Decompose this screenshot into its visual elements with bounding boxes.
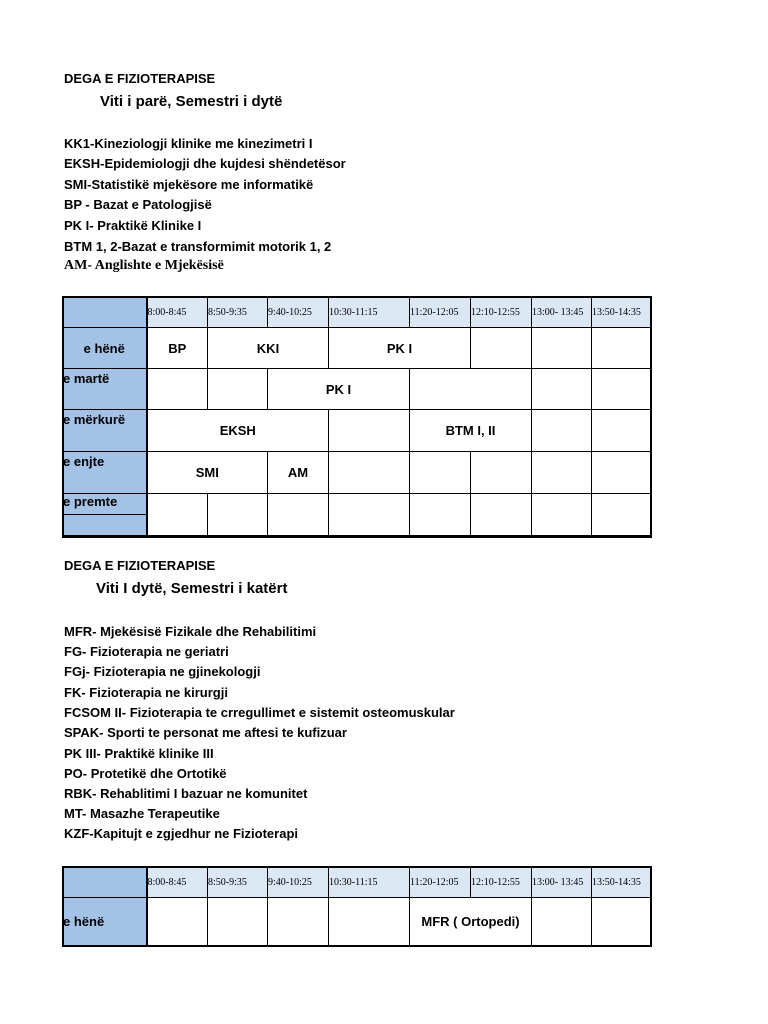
legend-item: FG- Fizioterapia ne geriatri <box>64 644 229 659</box>
department-title: DEGA E FIZIOTERAPISE <box>64 71 216 86</box>
header-corner <box>63 867 147 898</box>
schedule-table-year2 <box>62 866 652 946</box>
empty-cell <box>592 410 652 452</box>
legend-item: FCSOM II- Fizioterapia te crregullimet e sistemit osteomuskular <box>64 705 455 720</box>
legend-item: MT- Masazhe Terapeutike <box>64 806 220 821</box>
time-slot-header: 11:20-12:05 <box>410 867 471 898</box>
legend-item: MFR- Mjekësisë Fizikale dhe Rehabilitimi <box>64 624 317 639</box>
legend-item: KZF-Kapitujt e zgjedhur ne Fizioterapi <box>64 826 298 841</box>
schedule-table-year1 <box>62 296 652 536</box>
class-cell: AM <box>268 452 329 494</box>
legend-item: BTM 1, 2-Bazat e transformimit motorik 1, 2 <box>64 239 332 254</box>
legend-item: FGj- Fizioterapia ne gjinekologji <box>64 664 261 679</box>
empty-cell <box>532 494 592 536</box>
time-slot-header: 13:50-14:35 <box>592 867 652 898</box>
time-slot-header: 13:50-14:35 <box>592 297 652 328</box>
empty-cell <box>532 452 592 494</box>
day-label-friday: e premte <box>63 494 147 515</box>
empty-cell <box>410 494 471 536</box>
time-slot-header: 12:10-12:55 <box>471 297 532 328</box>
day-label-tuesday: e martë <box>63 369 147 410</box>
empty-cell <box>532 410 592 452</box>
empty-cell <box>208 494 268 536</box>
empty-cell <box>592 328 652 369</box>
time-slot-header: 13:00- 13:45 <box>532 297 592 328</box>
year-semester-subtitle: Viti i parë, Semestri i dytë <box>100 93 283 110</box>
empty-cell <box>410 369 532 410</box>
legend-item: BP - Bazat e Patologjisë <box>64 197 212 212</box>
empty-cell <box>410 452 471 494</box>
day-label-monday: e hënë <box>63 898 147 946</box>
year-semester-subtitle: Viti I dytë, Semestri i katërt <box>96 580 288 597</box>
class-cell: MFR ( Ortopedi) <box>410 898 532 946</box>
time-slot-header: 8:50-9:35 <box>208 867 268 898</box>
legend-item: PK I- Praktikë Klinike I <box>64 218 202 233</box>
empty-cell <box>532 898 592 946</box>
time-slot-header: 12:10-12:55 <box>471 867 532 898</box>
empty-cell <box>471 494 532 536</box>
day-label-monday: e hënë <box>63 328 147 369</box>
empty-cell <box>592 898 652 946</box>
time-slot-header: 9:40-10:25 <box>268 297 329 328</box>
day-label-blank <box>63 515 147 536</box>
empty-cell <box>471 328 532 369</box>
class-cell: BP <box>147 328 208 369</box>
empty-cell <box>592 369 652 410</box>
empty-cell <box>532 369 592 410</box>
time-slot-header: 13:00- 13:45 <box>532 867 592 898</box>
empty-cell <box>268 898 329 946</box>
class-cell: PK I <box>329 328 471 369</box>
empty-cell <box>208 898 268 946</box>
class-cell: SMI <box>147 452 268 494</box>
time-slot-header: 8:00-8:45 <box>147 297 208 328</box>
time-slot-header: 11:20-12:05 <box>410 297 471 328</box>
legend-item: KK1-Kineziologji klinike me kinezimetri I <box>64 136 313 151</box>
legend-item: AM- Anglishte e Mjekësisë <box>64 258 224 273</box>
empty-cell <box>592 494 652 536</box>
empty-cell <box>471 452 532 494</box>
empty-cell <box>147 898 208 946</box>
time-slot-header: 10:30-11:15 <box>329 297 410 328</box>
day-label-thursday: e enjte <box>63 452 147 494</box>
empty-cell <box>329 898 410 946</box>
legend-item: EKSH-Epidemiologji dhe kujdesi shëndetësor <box>64 156 346 171</box>
class-cell: BTM I, II <box>410 410 532 452</box>
legend-item: PO- Protetikë dhe Ortotikë <box>64 766 227 781</box>
time-slot-header: 8:00-8:45 <box>147 867 208 898</box>
legend-item: SMI-Statistikë mjekësore me informatikë <box>64 177 314 192</box>
day-label-wednesday: e mërkurë <box>63 410 147 452</box>
empty-cell <box>268 494 329 536</box>
class-cell: PK I <box>268 369 410 410</box>
legend-item: PK III- Praktikë klinike III <box>64 746 214 761</box>
empty-cell <box>147 369 208 410</box>
department-title: DEGA E FIZIOTERAPISE <box>64 558 216 573</box>
empty-cell <box>532 328 592 369</box>
class-cell: EKSH <box>147 410 329 452</box>
empty-cell <box>208 369 268 410</box>
empty-cell <box>592 452 652 494</box>
legend-item: RBK- Rehablitimi I bazuar ne komunitet <box>64 786 308 801</box>
time-slot-header: 9:40-10:25 <box>268 867 329 898</box>
time-slot-header: 8:50-9:35 <box>208 297 268 328</box>
empty-cell <box>329 410 410 452</box>
empty-cell <box>329 452 410 494</box>
legend-item: SPAK- Sporti te personat me aftesi te kufizuar <box>64 725 347 740</box>
class-cell: KKI <box>208 328 329 369</box>
empty-cell <box>329 494 410 536</box>
time-slot-header: 10:30-11:15 <box>329 867 410 898</box>
empty-cell <box>147 494 208 536</box>
legend-item: FK- Fizioterapia ne kirurgji <box>64 685 228 700</box>
header-corner <box>63 297 147 328</box>
